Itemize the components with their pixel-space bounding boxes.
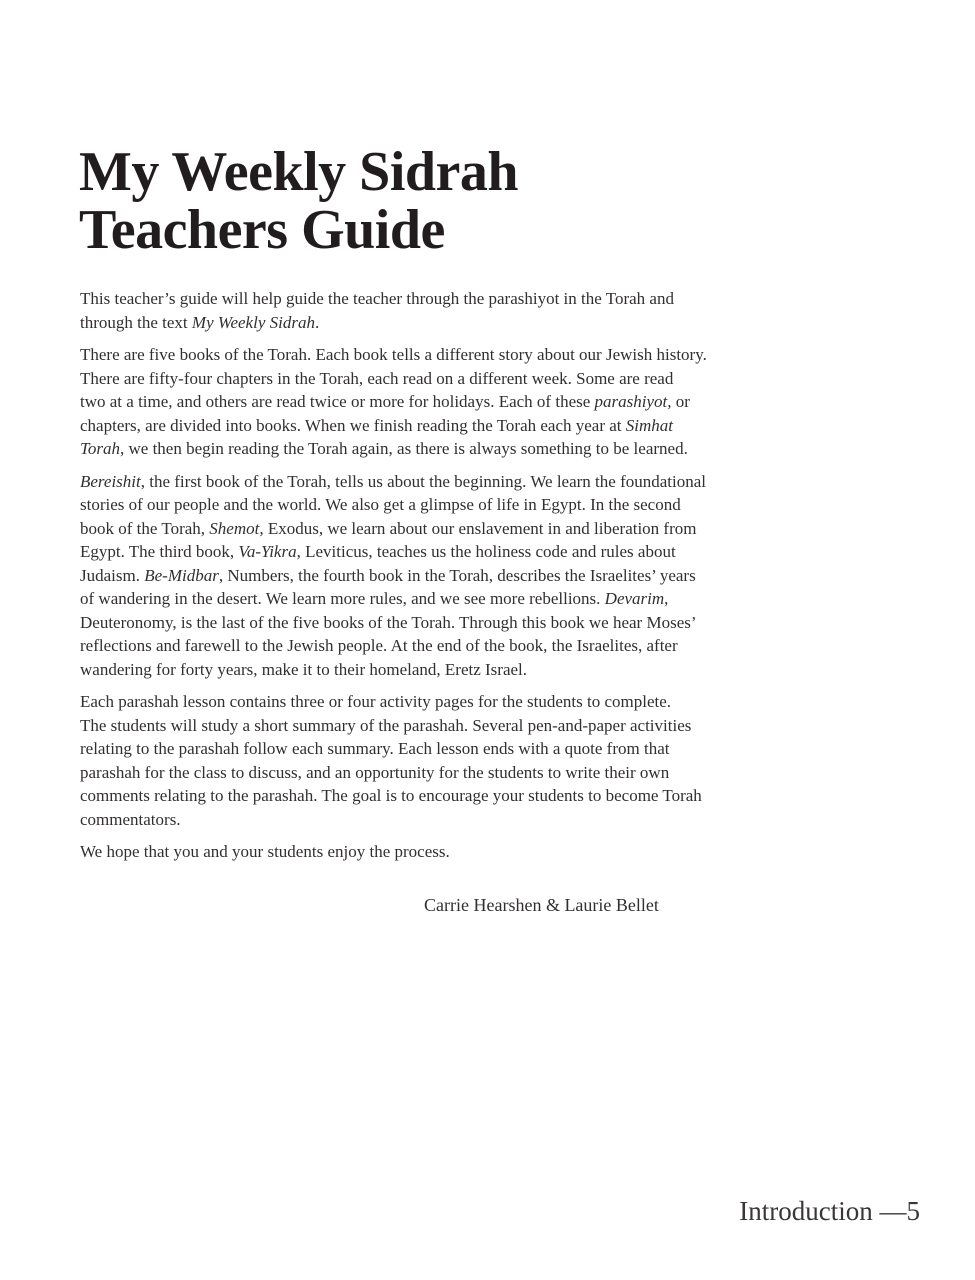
text-line: There are fifty-four chapters in the Torah, each read on a different week. Some are read: [80, 368, 674, 388]
paragraph: [80, 690, 840, 831]
text-line: The students will study a short summary of the parashah. Several pen-and-paper activities: [80, 715, 692, 735]
text-line: Deuteronomy, is the last of the five books of the Torah. Through this book we hear Moses’: [80, 612, 697, 632]
text-line: Bereishit, the first book of the Torah, tells us about the beginning. We learn the foundational: [80, 471, 706, 491]
text-line: There are five books of the Torah. Each book tells a different story about our Jewish history.: [80, 345, 707, 364]
page-title: [79, 143, 518, 259]
text-line: book of the Torah, Shemot, Exodus, we learn about our enslavement in and liberation from: [80, 518, 697, 538]
text-line: We hope that you and your students enjoy the process.: [80, 842, 450, 861]
text-line: reflections and farewell to the Jewish people. At the end of the book, the Israelites, after: [80, 636, 678, 655]
text-line: relating to the parashah follow each summary. Each lesson ends with a quote from that: [80, 739, 670, 758]
body-text: [80, 287, 840, 873]
text-line: Judaism. Be-Midbar, Numbers, the fourth book in the Torah, describes the Israelites’ years: [80, 565, 696, 585]
paragraph: [80, 840, 840, 864]
text-line: Each parashah lesson contains three or four activity pages for the students to complete.: [80, 692, 672, 711]
text-line: comments relating to the parashah. The goal is to encourage your students to become Torah: [80, 786, 702, 805]
text-line: This teacher’s guide will help guide the teacher through the parashiyot in the Torah and: [80, 289, 674, 308]
paragraph: [80, 343, 840, 461]
page-title-line-2: Teachers Guide: [79, 199, 445, 261]
attribution: Carrie Hearshen & Laurie Bellet: [424, 895, 659, 915]
text-line: stories of our people and the world. We also get a glimpse of life in Egypt. In the second: [80, 495, 681, 514]
text-line: commentators.: [80, 809, 181, 829]
paragraph: [80, 287, 840, 334]
text-line: chapters, are divided into books. When we finish reading the Torah each year at Simhat: [80, 415, 674, 435]
text-line: through the text My Weekly Sidrah.: [80, 312, 320, 332]
page-title-line-1: My Weekly Sidrah: [79, 141, 519, 203]
text-line: of wandering in the desert. We learn more rules, and we see more rebellions. Devarim,: [80, 589, 669, 608]
paragraph: [80, 470, 840, 682]
text-line: Egypt. The third book, Va-Yikra, Leviticus, teaches us the holiness code and rules about: [80, 542, 676, 561]
text-line: parashah for the class to discuss, and an opportunity for the students to write their own: [80, 762, 670, 782]
text-line: wandering for forty years, make it to their homeland, Eretz Israel.: [80, 659, 528, 679]
page-footer: Introduction —5: [739, 1196, 920, 1226]
text-line: Torah, we then begin reading the Torah again, as there is always something to be learned.: [80, 439, 688, 458]
text-line: two at a time, and others are read twice or more for holidays. Each of these parashiyot, or: [80, 392, 690, 411]
